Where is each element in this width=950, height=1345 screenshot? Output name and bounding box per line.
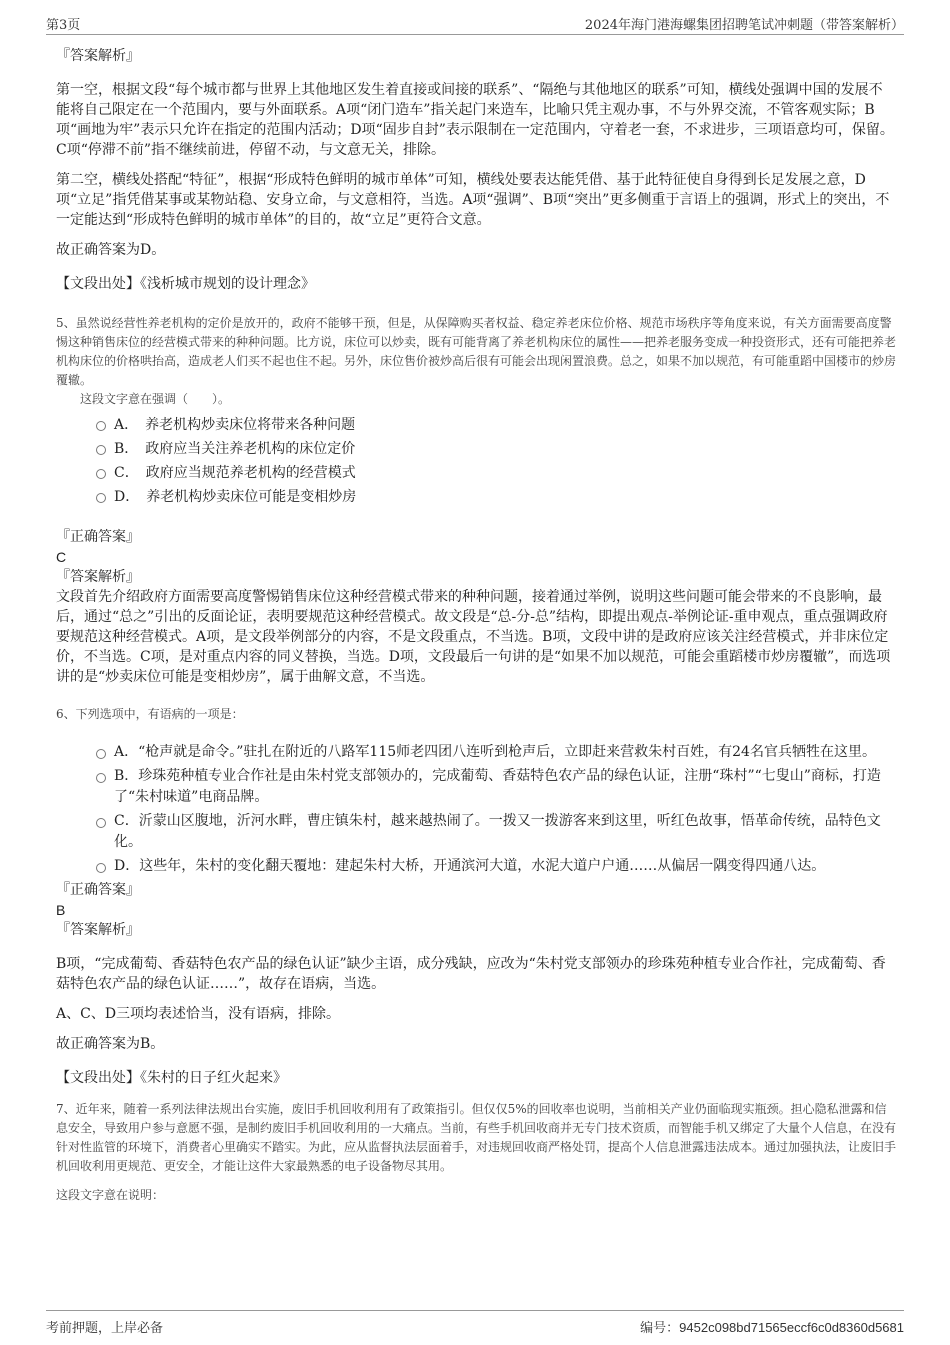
radio-icon[interactable] bbox=[96, 445, 106, 455]
radio-icon[interactable] bbox=[96, 421, 106, 431]
q5-stem: 5、虽然说经营性养老机构的定价是放开的，政府不能够干预，但是，从保障购买者权益、稳定养老床位价格、规范市场秩序等角度来说，有关方面需要高度警惕这种销售床位的经营模式带来的种种问题。比方说，床位可以炒卖，既有可能背离了养老机构床位的属性——把养老服务变成一种投资形式，还有可能把养老机构床位的价格哄抬高，造成老人们买不起也住不起。另外，床位售价被炒高后很有可能会出现闲置浪费。总之，如果不加以规范，有可能重蹈中国楼市的炒房覆辙。 bbox=[56, 316, 897, 387]
q5-options bbox=[56, 413, 896, 509]
q6-answer-label: 『正确答案』 bbox=[56, 882, 140, 898]
radio-icon[interactable] bbox=[96, 749, 106, 759]
q6-option-d[interactable]: D．这些年，朱村的变化翻天覆地：建起朱村大桥，开通滨河大道，水泥大道户户通……从偏居一隅变得四通八达。 bbox=[56, 856, 896, 877]
radio-icon[interactable] bbox=[96, 863, 106, 873]
q4-analysis-para1: 第一空，根据文段“每个城市都与世界上其他地区发生着直接或间接的联系”、“隔绝与其他地区的联系”可知，横线处强调中国的发展不能将自己限定在一个范围内，要与外面联系。A项“闭门造车”指关起门来造车，比喻只凭主观办事，不与外界交流，不管客观实际；B项“画地为牢”表示只允许在指定的范围内活动；D项“固步自封”表示限制在一定范围内，守着老一套，不求进步，三项语意均可，保留。C项“停滞不前”指不继续前进，停留不动，与文意无关，排除。 bbox=[56, 82, 894, 158]
q5-option-c[interactable]: C． 政府应当规范养老机构的经营模式 bbox=[56, 461, 896, 485]
q6-answer: B bbox=[56, 902, 66, 918]
page-footer bbox=[46, 1310, 904, 1336]
page-number: 第3页 bbox=[46, 18, 81, 33]
radio-icon[interactable] bbox=[96, 818, 106, 828]
q6-option-c[interactable]: C．沂蒙山区腹地，沂河水畔，曹庄镇朱村，越来越热闹了。一拨又一拨游客来到这里，听红色故事，悟革命传统，品特色文化。 bbox=[56, 811, 896, 853]
q5-option-d[interactable]: D． 养老机构炒卖床位可能是变相炒房 bbox=[56, 485, 896, 509]
document-body bbox=[56, 46, 896, 1205]
q6-option-b[interactable]: B．珍珠苑种植专业合作社是由朱村党支部领办的，完成葡萄、香菇特色农产品的绿色认证，注册“珠村”“七叟山”商标，打造了“朱村味道”电商品牌。 bbox=[56, 766, 896, 808]
q6-options bbox=[56, 742, 896, 877]
q5-question: 这段文字意在强调（ ）。 bbox=[80, 392, 231, 406]
q5-option-a[interactable]: A． 养老机构炒卖床位将带来各种问题 bbox=[56, 413, 896, 437]
q7-question: 这段文字意在说明： bbox=[56, 1188, 165, 1202]
q4-source: 【文段出处】《浅析城市规划的设计理念》 bbox=[56, 276, 315, 292]
q4-conclusion: 故正确答案为D。 bbox=[56, 242, 166, 258]
q6-source: 【文段出处】《朱村的日子红火起来》 bbox=[56, 1070, 287, 1086]
radio-icon[interactable] bbox=[96, 493, 106, 503]
radio-icon[interactable] bbox=[96, 773, 106, 783]
q5-answer: C bbox=[56, 549, 67, 565]
q6-analysis-label: 『答案解析』 bbox=[56, 922, 140, 938]
footer-slogan: 考前押题，上岸必备 bbox=[46, 1321, 164, 1336]
q4-analysis-label: 『答案解析』 bbox=[56, 48, 140, 64]
q4-analysis-para2: 第二空，横线处搭配“特征”，根据“形成特色鲜明的城市单体”可知，横线处要表达能凭借、基于此特征使自身得到长足发展之意，D项“立足”指凭借某事或某物站稳、安身立命，与文意相符，当选。A项“强调”、B项“突出”更多侧重于言语上的强调，形式上的突出，不一定能达到“形成特色鲜明的城市单体”的目的，故“立足”更符合文意。 bbox=[56, 172, 890, 228]
q6-option-a[interactable]: A．“枪声就是命令。”驻扎在附近的八路军115师老四团八连听到枪声后，立即赶来营救朱村百姓，有24名官兵牺牲在这里。 bbox=[56, 742, 896, 763]
page-header bbox=[46, 14, 904, 35]
radio-icon[interactable] bbox=[96, 469, 106, 479]
q7-stem: 7、近年来，随着一系列法律法规出台实施，废旧手机回收利用有了政策指引。但仅仅5%的回收率也说明，当前相关产业仍面临现实瓶颈。担心隐私泄露和信息安全，导致用户参与意愿不强，是制约废旧手机回收利用的一大痛点。当前，有些手机回收商并无专门技术资质，而智能手机又绑定了大量个人信息，在没有针对性监管的环境下，消费者心里确实不踏实。为此，应从监督执法层面着手，对违规回收商严格处罚，提高个人信息泄露违法成本。通过加强执法，让废旧手机回收利用更规范、更安全，才能让这件大家最熟悉的电子设备物尽其用。 bbox=[56, 1102, 897, 1173]
q5-option-b[interactable]: B． 政府应当关注养老机构的床位定价 bbox=[56, 437, 896, 461]
q6-conclusion: 故正确答案为B。 bbox=[56, 1036, 165, 1052]
document-code: 编号：9452c098bd71565eccf6c0d8360d5681 bbox=[640, 1320, 904, 1335]
document-title: 2024年海门港海螺集团招聘笔试冲刺题（带答案解析） bbox=[584, 18, 904, 33]
q6-analysis2: A、C、D三项均表述恰当，没有语病，排除。 bbox=[56, 1006, 341, 1022]
q6-stem: 6、下列选项中，有语病的一项是： bbox=[56, 707, 244, 721]
q5-answer-label: 『正确答案』 bbox=[56, 529, 140, 545]
q6-analysis: B项，“完成葡萄、香菇特色农产品的绿色认证”缺少主语，成分残缺，应改为“朱村党支部领办的珍珠苑种植专业合作社，完成葡萄、香菇特色农产品的绿色认证……”，故存在语病，当选。 bbox=[56, 956, 886, 992]
q5-analysis-label: 『答案解析』 bbox=[56, 569, 140, 585]
q5-analysis: 文段首先介绍政府方面需要高度警惕销售床位这种经营模式带来的种种问题，接着通过举例，说明这些问题可能会带来的不良影响，最后，通过“总之”引出的反面论证，表明要规范这种经营模式。故文段是“总-分-总”结构，即提出观点-举例论证-重申观点，重点强调政府要规范这种经营模式。A项，是文段举例部分的内容，不是文段重点，不当选。B项，文段中讲的是政府应该关注经营模式，并非床位定价，不当选。C项，是对重点内容的同义替换，当选。D项，文段最后一句讲的是“如果不加以规范，可能会重蹈楼市炒房覆辙”，而选项讲的是“炒卖床位可能是变相炒房”，属于曲解文意，不当选。 bbox=[56, 589, 891, 685]
